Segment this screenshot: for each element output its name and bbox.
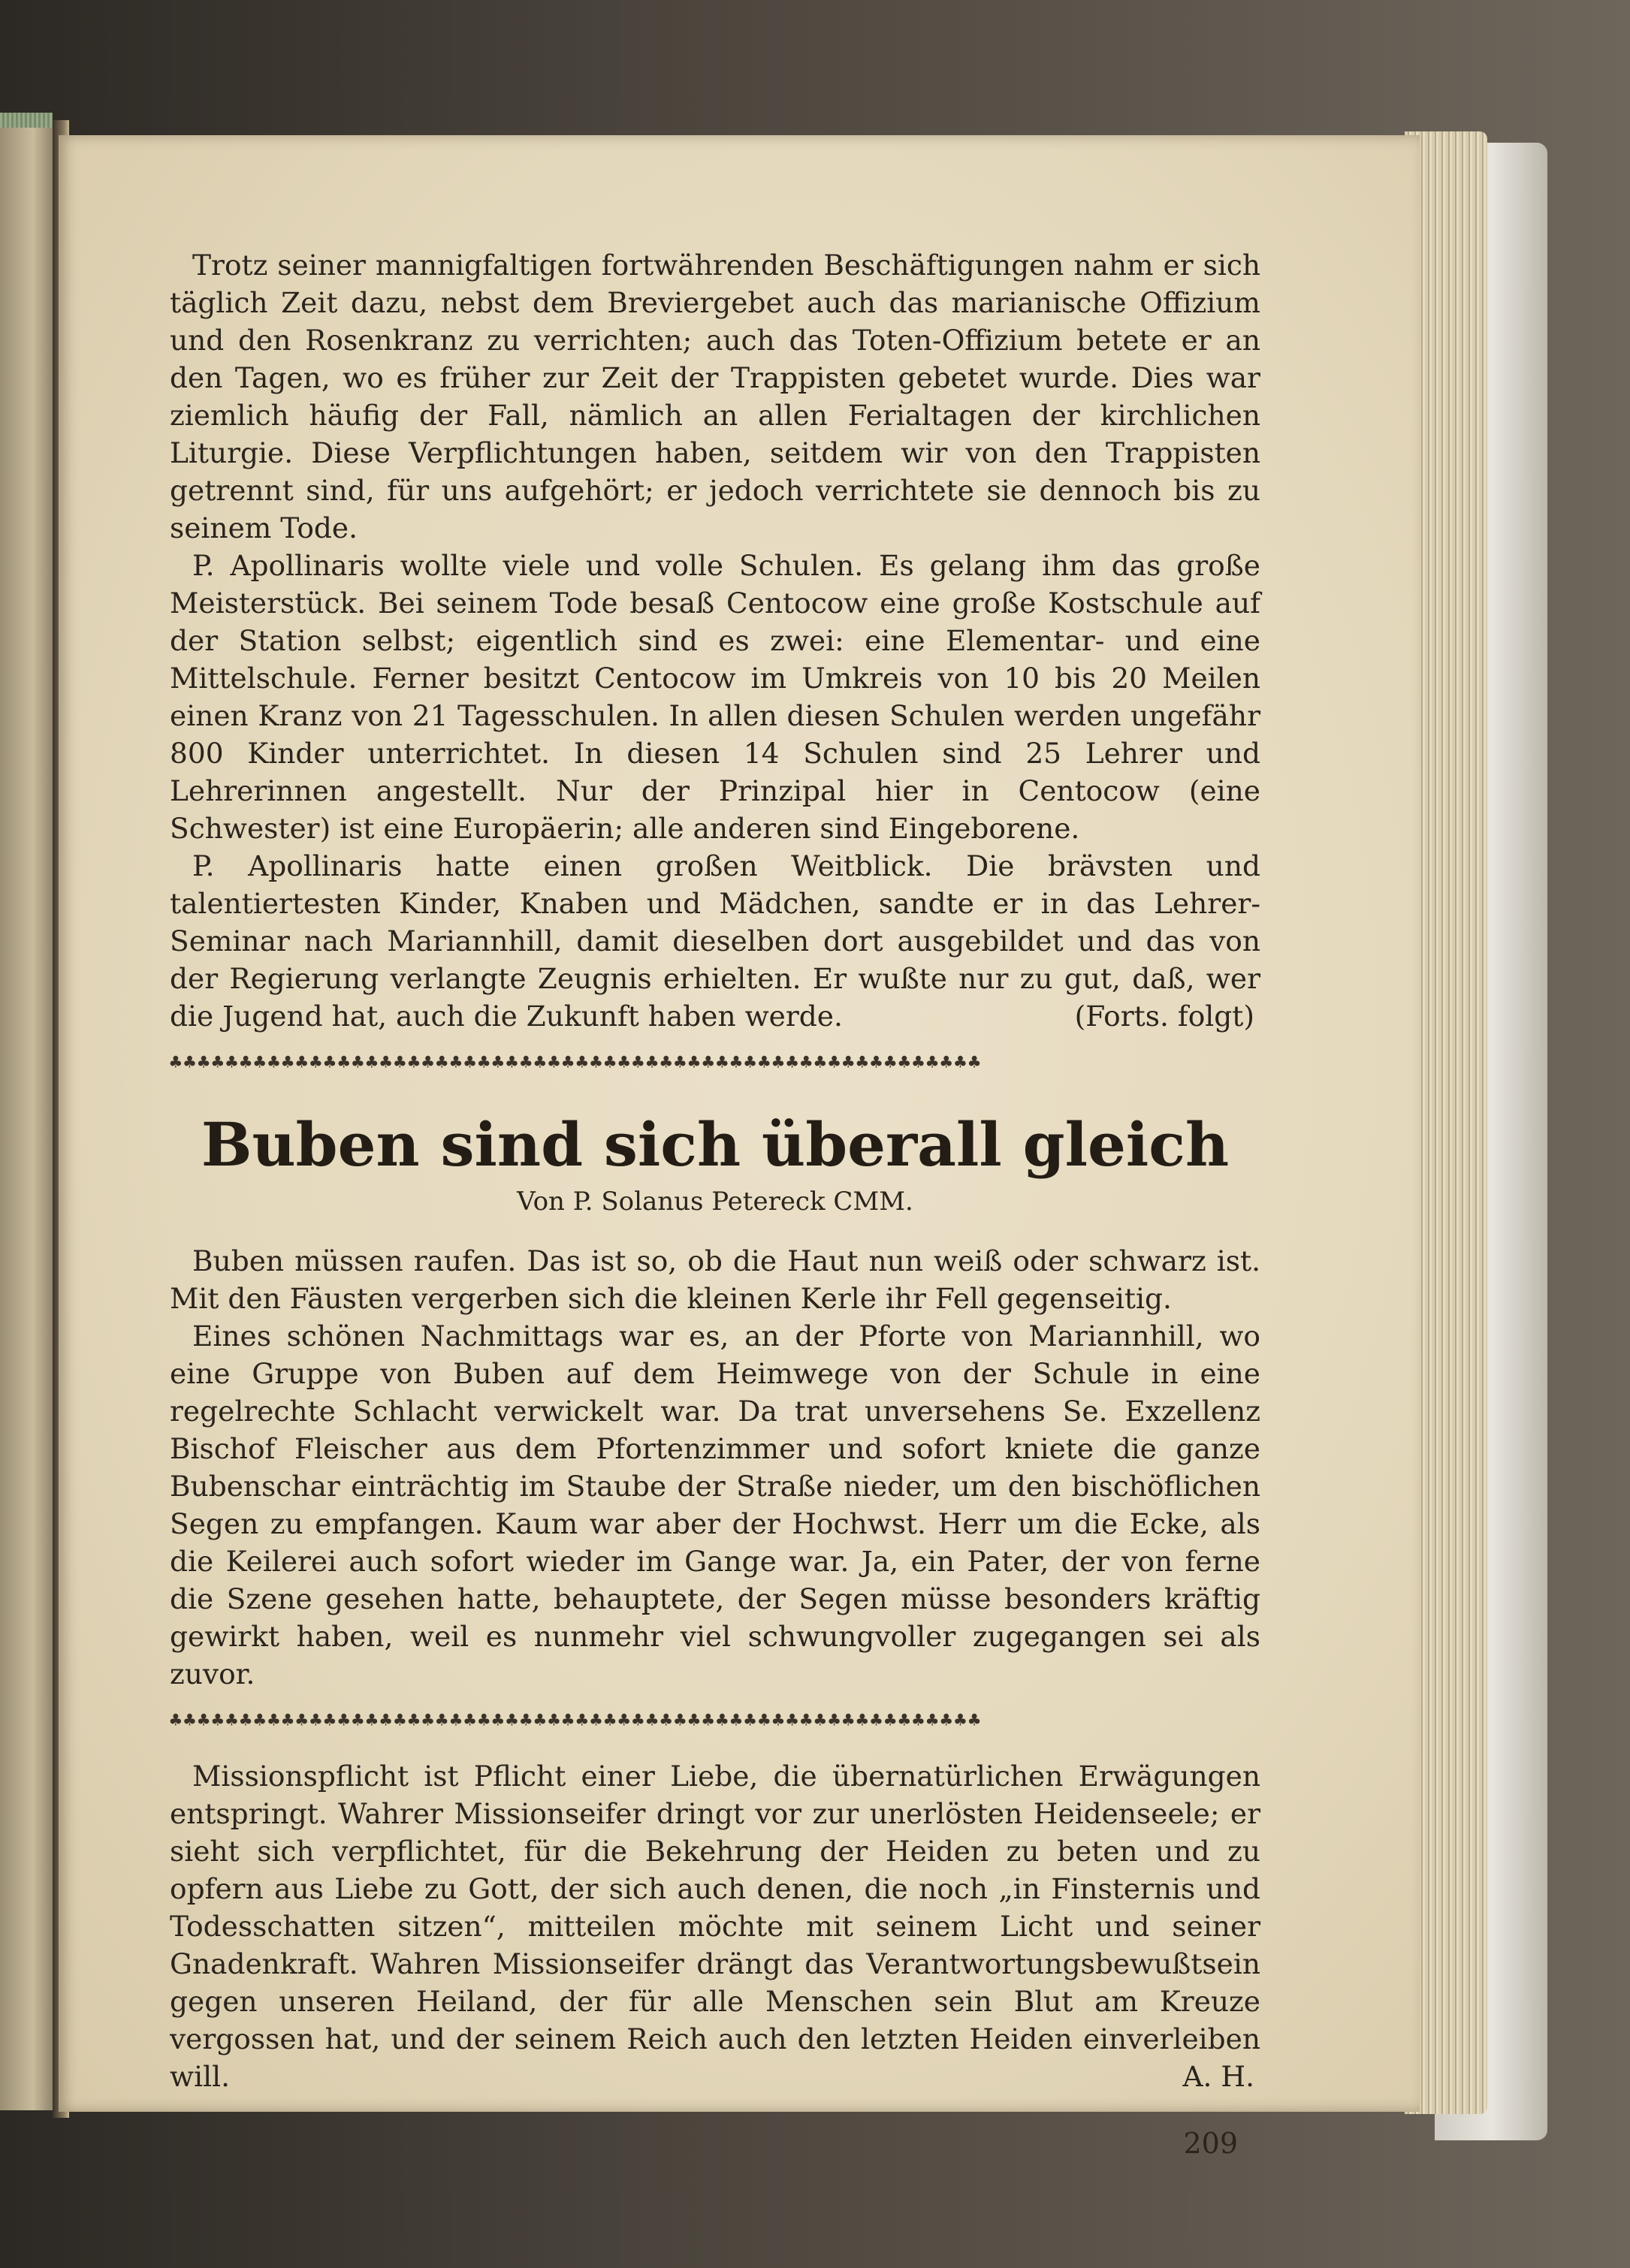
paragraph: Trotz seiner mannigfaltigen fortwährenden Beschäftigungen nahm er sich täglich Zeit dazu, nebst dem Breviergebet auch das marianische Offizium und den Rosenkranz zu verrichten; auch das Toten-Offizium betete er an den Tagen, wo es früher zur Zeit der Trappisten gebetet wurde. Dies war ziemlich häufig der Fall, nämlich an allen Ferialtagen der kirchlichen Liturgie. Diese Verpflichtungen haben, seitdem wir von den Trappisten getrennt sind, für uns aufgehört; er jedoch verrichtete sie dennoch bis zu seinem Tode. [170, 249, 1260, 544]
paragraph-text: P. Apollinaris hatte einen großen Weitblick. Die brävsten und talentiertesten Kinder, Knaben und Mädchen, sandte er in das Lehrer-Seminar nach Mariannhill, damit dieselben dort ausgebildet und das von der Regierung verlangte Zeugnis erhielten. Er wußte nur zu gut, daß, wer die Jugend hat, auch die Zukunft haben werde. [170, 849, 1260, 1033]
left-page [0, 128, 60, 2110]
ornament-divider: ♣♣♣♣♣♣♣♣♣♣♣♣♣♣♣♣♣♣♣♣♣♣♣♣♣♣♣♣♣♣♣♣♣♣♣♣♣♣♣♣♣♣♣♣♣♣♣♣♣♣♣♣♣♣♣♣♣♣ [170, 1709, 983, 1732]
paragraph: Eines schönen Nachmittags war es, an der Pforte von Mariannhill, wo eine Gruppe von Buben auf dem Heimwege von der Schule in eine regelrechte Schlacht verwickelt war. Da trat unversehens Se. Exzellenz Bischof Fleischer aus dem Pfortenzimmer und sofort kniete die ganze Bubenschar einträchtig im Staube der Straße nieder, um den bischöflichen Segen zu empfangen. Kaum war aber der Hochwst. Herr um die Ecke, als die Keilerei auch sofort wieder im Gange war. Ja, ein Pater, der von ferne die Szene gesehen hatte, behauptete, der Segen müsse besonders kräftig gewirkt haben, weil es nunmehr viel schwungvoller zugegangen sei als zuvor. [170, 1319, 1260, 1690]
continued-note: (Forts. folgt) [1074, 1000, 1254, 1033]
article-byline: Von P. Solanus Petereck CMM. [517, 1187, 913, 1217]
right-page [59, 135, 1420, 2160]
paragraph-text: Missionspflicht ist Pflicht einer Liebe, die übernatürlichen Erwägungen entspringt. Wahrer Missionseifer dringt vor zur unerlösten Heidenseele; er sieht sich verpflichtet, für die Bekehrung der Heiden zu beten und zu opfern aus Liebe zu Gott, der sich auch denen, die noch „in Finsternis und Todesschatten sitzen“, mitteilen möchte mit seinem Licht und seiner Gnadenkraft. Wahren Missionseifer drängt das Verantwortungsbewußtsein gegen unseren Heiland, der für alle Menschen sein Blut am Kreuze vergossen hat, und der seinem Reich auch den letzten Heiden einverleiben will. [170, 1760, 1260, 2093]
paragraph [170, 847, 1260, 1035]
page-content [170, 246, 1260, 2160]
ornament-divider: ♣♣♣♣♣♣♣♣♣♣♣♣♣♣♣♣♣♣♣♣♣♣♣♣♣♣♣♣♣♣♣♣♣♣♣♣♣♣♣♣♣♣♣♣♣♣♣♣♣♣♣♣♣♣♣♣♣♣ [170, 1051, 983, 1074]
paragraph: Buben müssen raufen. Das ist so, ob die Haut nun weiß oder schwarz ist. Mit den Fäusten vergerben sich die kleinen Kerle ihr Fell gegenseitig. [170, 1244, 1260, 1315]
paragraph: P. Apollinaris wollte viele und volle Schulen. Es gelang ihm das große Meisterstück. Bei seinem Tode besaß Centocow eine große Kostschule auf der Station selbst; eigentlich sind es zwei: eine Elementar- und eine Mittelschule. Ferner besitzt Centocow im Umkreis von 10 bis 20 Meilen einen Kranz von 21 Tagesschulen. In allen diesen Schulen werden ungefähr 800 Kinder unterrichtet. In diesen 14 Schulen sind 25 Lehrer und Lehrerinnen angestellt. Nur der Prinzipal hier in Centocow (eine Schwester) ist eine Europäerin; alle anderen sind Eingeborene. [170, 549, 1260, 845]
paragraph [170, 1757, 1260, 2095]
article-title: Buben sind sich überall gleich [201, 1109, 1230, 1180]
author-initials: A. H. [1182, 2060, 1254, 2093]
page-number: 209 [1183, 2127, 1238, 2160]
